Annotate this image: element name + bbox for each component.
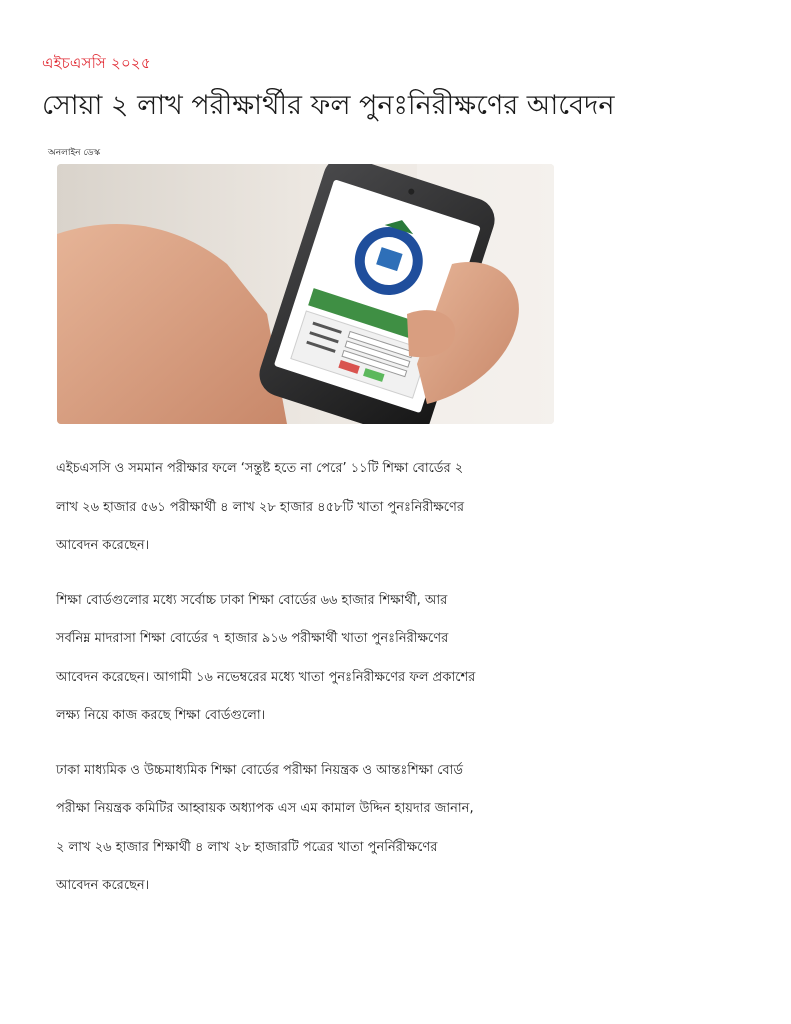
article-body <box>56 450 476 922</box>
article-hero-image <box>57 164 554 424</box>
article-paragraph: শিক্ষা বোর্ডগুলোর মধ্যে সর্বোচ্চ ঢাকা শিক্ষা বোর্ডের ৬৬ হাজার শিক্ষার্থী, আর সর্বনিম্ন মাদরাসা শিক্ষা বোর্ডের ৭ হাজার ৯১৬ পরীক্ষার্থী খাতা পুনঃনিরীক্ষণের আবেদন করেছেন। আগামী ১৬ নভেম্বরের মধ্যে খাতা পুনঃনিরীক্ষণের ফল প্রকাশের লক্ষ্য নিয়ে কাজ করছে শিক্ষা বোর্ডগুলো। <box>56 592 476 723</box>
article-paragraph: এইচএসসি ও সমমান পরীক্ষার ফলে ‘সন্তুষ্ট হতে না পেরে’ ১১টি শিক্ষা বোর্ডের ২ লাখ ২৬ হাজার ৫৬১ পরীক্ষার্থী ৪ লাখ ২৮ হাজার ৪৫৮টি খাতা পুনঃনিরীক্ষণের আবেদন করেছেন। <box>56 461 465 553</box>
article-byline: অনলাইন ডেস্ক <box>48 148 101 158</box>
article-kicker[interactable]: এইচএসসি ২০২৫ <box>42 54 151 72</box>
article-headline: সোয়া ২ লাখ পরীক্ষার্থীর ফল পুনঃনিরীক্ষণের আবেদন <box>42 90 615 121</box>
article-paragraph: ঢাকা মাধ্যমিক ও উচ্চমাধ্যমিক শিক্ষা বোর্ডের পরীক্ষা নিয়ন্ত্রক ও আন্তঃশিক্ষা বোর্ড পরীক্ষা নিয়ন্ত্রক কমিটির আহ্বায়ক অধ্যাপক এস এম কামাল উদ্দিন হায়দার জানান, ২ লাখ ২৬ হাজার শিক্ষার্থী ৪ লাখ ২৮ হাজারটি পত্রের খাতা পুনর্নিরীক্ষণের আবেদন করেছেন। <box>56 762 474 893</box>
